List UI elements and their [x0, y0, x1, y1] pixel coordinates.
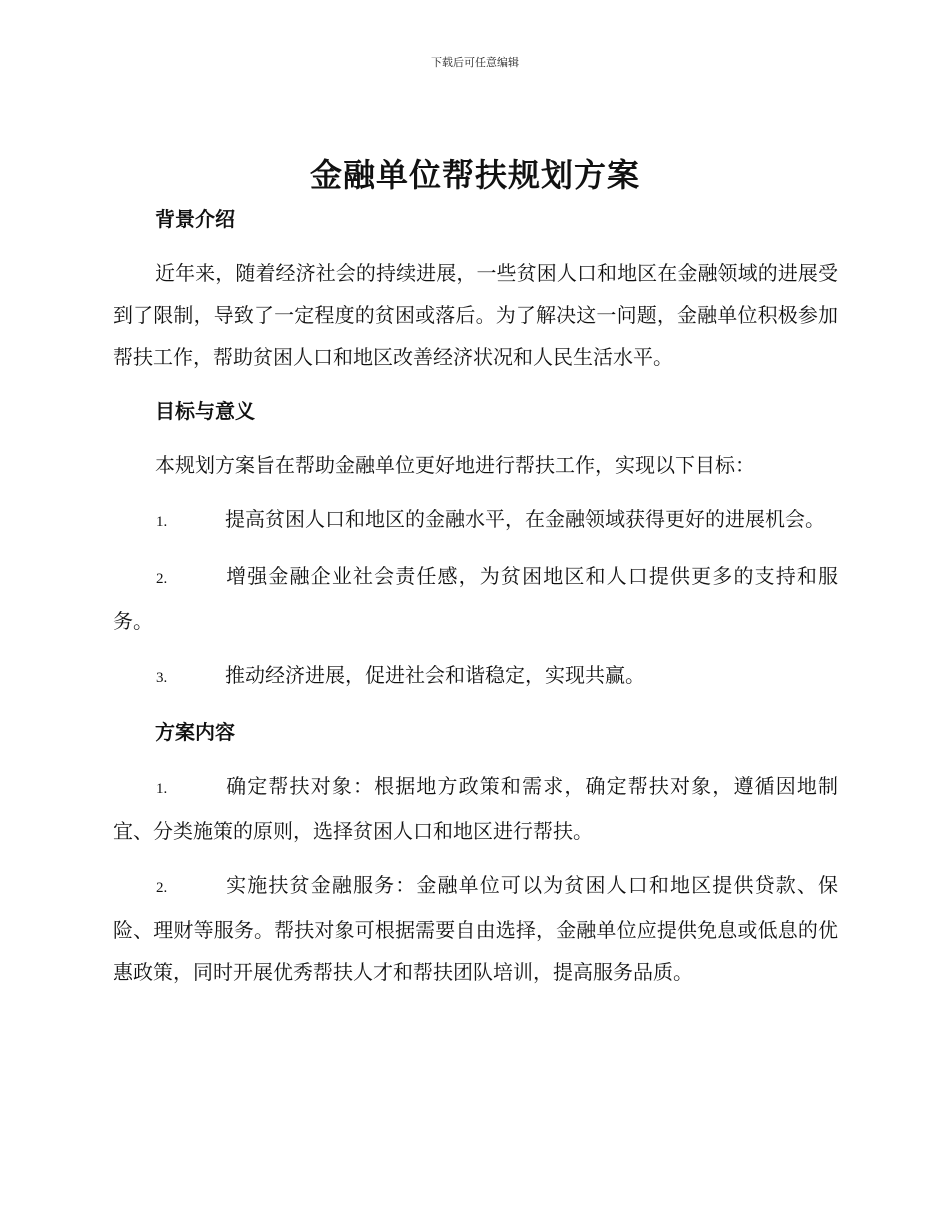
goal-item-text: 提高贫困人口和地区的金融水平，在金融领域获得更好的进展机会。	[225, 507, 825, 531]
plan-item-number: 2.	[156, 880, 168, 896]
goal-item-number: 3.	[156, 670, 168, 686]
plan-item	[113, 765, 838, 852]
goal-item	[113, 555, 838, 642]
goals-intro-paragraph: 本规划方案旨在帮助金融单位更好地进行帮扶工作，实现以下目标：	[155, 453, 755, 477]
document-body	[113, 198, 838, 993]
document-title: 金融单位帮扶规划方案	[309, 156, 640, 194]
plan-item-text: 实施扶贫金融服务：金融单位可以为贫困人口和地区提供贷款、保险、理财等服务。帮扶对象可根据需要自由选择，金融单位应提供免息或低息的优惠政策，同时开展优秀帮扶人才和帮扶团队培训，提高服务品质。	[113, 873, 838, 984]
section-heading-goals: 目标与意义	[155, 399, 255, 423]
section-heading-plan: 方案内容	[155, 720, 235, 744]
goal-item-number: 1.	[156, 514, 168, 530]
background-paragraph: 近年来，随着经济社会的持续进展，一些贫困人口和地区在金融领域的进展受到了限制，导致了一定程度的贫困或落后。为了解决这一问题，金融单位积极参加帮扶工作，帮助贫困人口和地区改善经济状况和人民生活水平。	[113, 261, 838, 369]
goal-item-text: 增强金融企业社会责任感，为贫困地区和人口提供更多的支持和服务。	[113, 564, 838, 633]
goal-item	[113, 498, 838, 543]
plan-item	[113, 864, 838, 993]
goal-item-number: 2.	[156, 571, 168, 587]
header-note: 下载后可任意编辑	[431, 56, 519, 69]
goal-item-text: 推动经济进展，促进社会和谐稳定，实现共赢。	[225, 663, 645, 687]
plan-item-text: 确定帮扶对象：根据地方政策和需求，确定帮扶对象，遵循因地制宜、分类施策的原则，选择贫困人口和地区进行帮扶。	[113, 774, 838, 843]
goal-item	[113, 654, 838, 699]
plan-item-number: 1.	[156, 781, 168, 797]
section-heading-background: 背景介绍	[155, 207, 235, 231]
